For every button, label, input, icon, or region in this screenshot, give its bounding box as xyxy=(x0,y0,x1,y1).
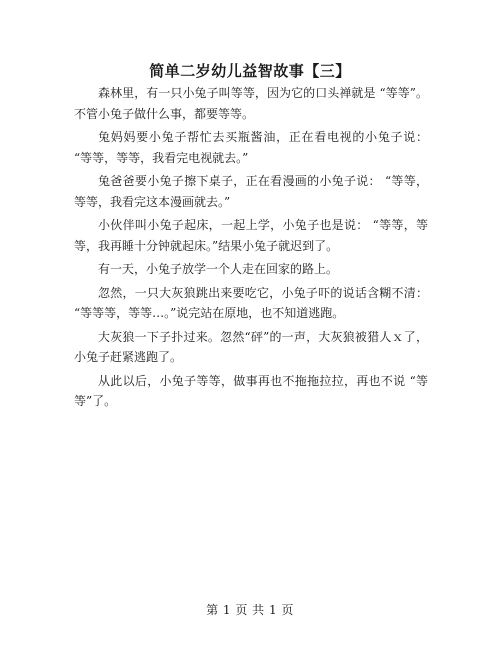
page-footer xyxy=(0,601,500,618)
paragraph: 小伙伴叫小兔子起床，一起上学，小兔子也是说： “等等，等等，我再睡十分钟就起床。”结果小兔子就迟到了。 xyxy=(74,218,428,253)
paragraph: 从此以后，小兔子等等，做事再也不拖拖拉拉，再也不说 “等等”了。 xyxy=(74,373,428,408)
document-title: 简单二岁幼儿益智故事【三】 xyxy=(149,62,351,80)
paragraph: 有一天，小兔子放学一个人走在回家的路上。 xyxy=(98,262,339,276)
paragraph: 森林里，有一只小兔子叫等等，因为它的口头禅就是 “等等”。不管小兔子做什么事，都要等等。 xyxy=(74,86,428,121)
story-body xyxy=(74,83,428,415)
paragraph: 兔妈妈要小兔子帮忙去买瓶酱油，正在看电视的小兔子说： “等等，等等，我看完电视就去。” xyxy=(74,130,428,165)
paragraph: 兔爸爸要小兔子擦下桌子，正在看漫画的小兔子说： “等等，等等，我看完这本漫画就去。” xyxy=(74,174,428,209)
page-number-label: 第 1 页 共 1 页 xyxy=(206,603,294,617)
paragraph: 大灰狼一下子扑过来。忽然“砰”的一声，大灰狼被猎人ｘ了，小兔子赶紧逃跑了。 xyxy=(74,329,428,364)
paragraph: 忽然，一只大灰狼跳出来要吃它，小兔子吓的说话含糊不清： “等等等，等等…。”说完站在原地，也不知道逃跑。 xyxy=(74,285,428,320)
